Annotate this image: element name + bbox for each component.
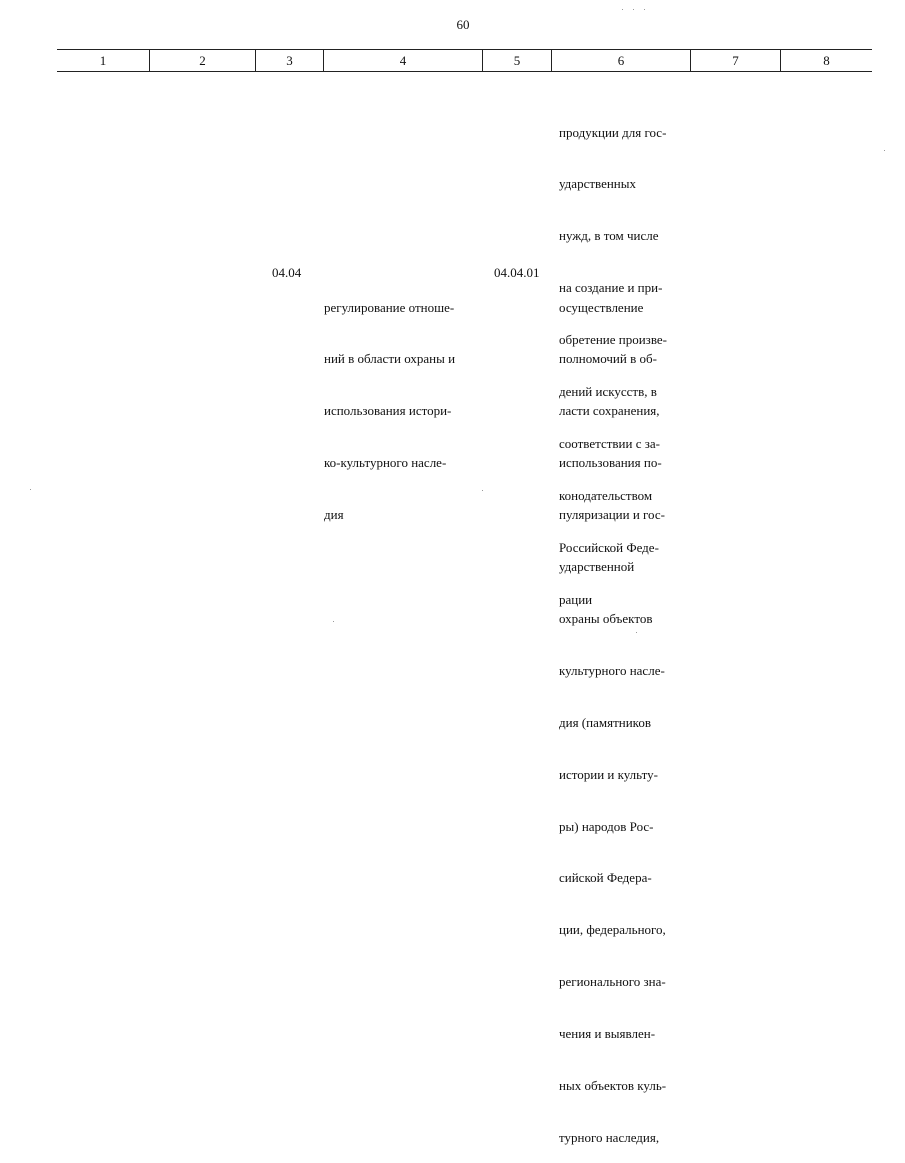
text-line: пуляризации и гос- [559,507,665,523]
column-header-2: 2 [150,50,256,71]
text-line: на создание и при- [559,280,663,296]
scan-speck [884,150,885,151]
scan-speck [30,489,31,490]
scan-speck [644,9,645,10]
column-header-3: 3 [256,50,324,71]
text-line: ных объектов куль- [559,1077,667,1093]
scan-speck [636,632,637,633]
text-line: ры) народов Рос- [559,818,654,834]
table-header-row [57,49,872,72]
text-line: использования истори- [324,403,452,419]
scan-speck [482,490,483,491]
column-header-1: 1 [57,50,150,71]
text-line: ний в области охраны и [324,351,456,367]
row-col6-text [559,264,666,1163]
column-header-4: 4 [324,50,483,71]
text-line: ударственной [559,559,635,575]
column-header-5: 5 [483,50,552,71]
text-line: регулирование отноше- [324,299,455,315]
text-line: чения и выявлен- [559,1026,656,1042]
text-line: соответствии с за- [559,435,660,451]
text-line: истории и культу- [559,766,658,782]
text-line: нужд, в том числе [559,228,659,244]
page-number: 60 [456,17,470,32]
text-line: турного наследия, [559,1129,660,1145]
row-code-04-04: 04.04 [272,265,302,280]
text-line: ласти сохранения, [559,403,660,419]
text-line: Российской Феде- [559,539,659,555]
text-line: ко-культурного насле- [324,455,447,471]
text-line: ции, федерального, [559,922,666,938]
text-line: использования по- [559,455,662,471]
text-line: обретение произве- [559,332,667,348]
row-code-04-04-01: 04.04.01 [494,265,540,280]
text-line: полномочий в об- [559,351,657,367]
text-line: ударственных [559,176,636,192]
text-line: дия [324,507,344,523]
scan-speck [622,9,623,10]
text-line: культурного насле- [559,662,665,678]
text-line: сийской Федера- [559,870,652,886]
text-line: рации [559,591,593,607]
text-line: конодательством [559,487,653,503]
text-line: продукции для гос- [559,124,667,140]
row-col4-text [324,264,455,541]
column-header-7: 7 [691,50,781,71]
text-line: осуществление [559,299,644,315]
column-header-8: 8 [823,53,830,68]
text-line: охраны объектов [559,610,653,626]
scan-speck [633,9,634,10]
column-header-6: 6 [552,50,691,71]
scan-speck [333,621,334,622]
text-line: дия (памятников [559,714,651,730]
text-line: регионального зна- [559,974,666,990]
text-line: дений искусств, в [559,384,657,400]
